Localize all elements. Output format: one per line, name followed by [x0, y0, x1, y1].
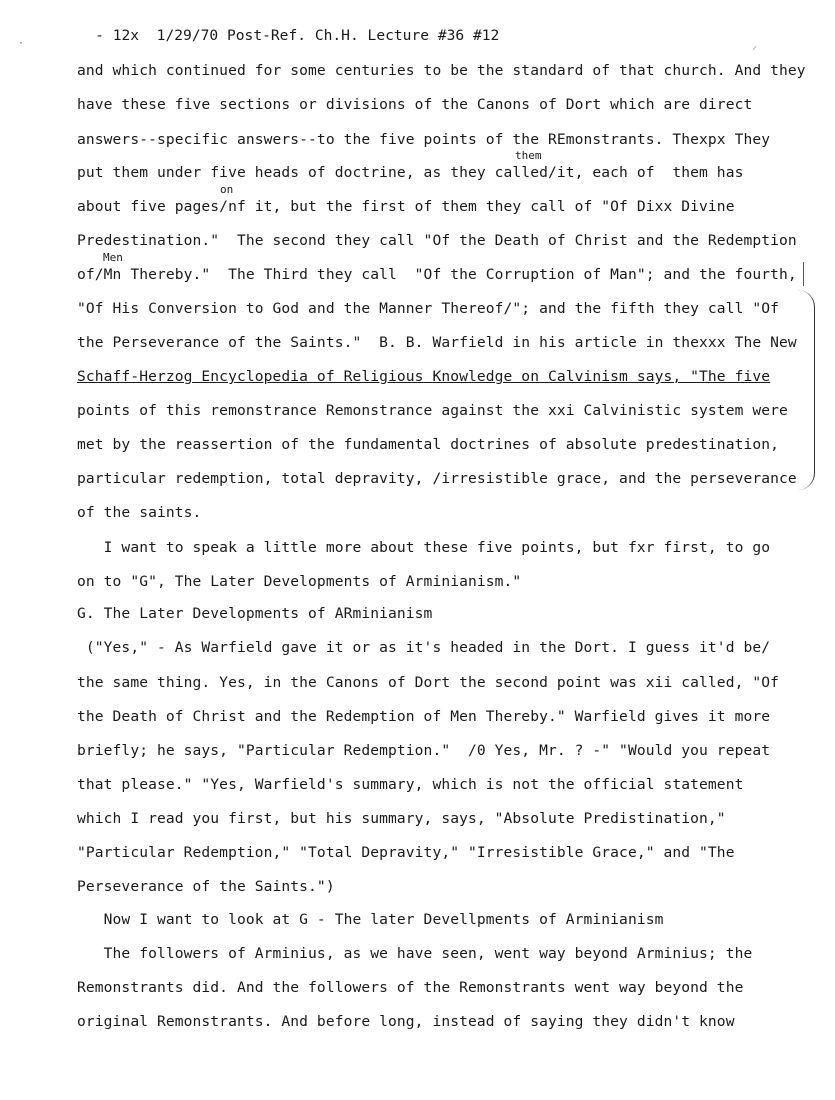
text-line: The followers of Arminius, as we have seen, went way beyond Arminius; the: [77, 945, 753, 962]
text-line: about five pages/nf it, but the first of them they call of "Of Dixx Divine: [77, 198, 735, 215]
text-line: Perseverance of the Saints."): [77, 878, 335, 895]
text-line: have these five sections or divisions of the Canons of Dort which are direct: [77, 96, 753, 113]
text-line: briefly; he says, "Particular Redemption." /0 Yes, Mr. ? -" "Would you repeat: [77, 742, 771, 759]
text-line: points of this remonstrance Remonstrance against the xxi Calvinistic system were: [77, 402, 788, 419]
text-line: on to "G", The Later Developments of Arminianism.": [77, 573, 522, 590]
inserted-word: Men: [103, 251, 123, 264]
text-line: the same thing. Yes, in the Canons of Dort the second point was xii called, "Of: [77, 674, 780, 691]
text-line: Now I want to look at G - The later Devellpments of Arminianism: [77, 911, 664, 928]
margin-bracket: [798, 290, 815, 490]
text-line: put them under five heads of doctrine, as they called/it, each of them has: [77, 164, 744, 181]
text-line: the Death of Christ and the Redemption of Men Thereby." Warfield gives it more: [77, 708, 771, 725]
text-line: answers--specific answers--to the five points of the REmonstrants. Thexpx They: [77, 131, 771, 148]
text-line: that please." "Yes, Warfield's summary, which is not the official statement: [77, 776, 744, 793]
text-line: original Remonstrants. And before long, instead of saying they didn't know: [77, 1013, 735, 1030]
text-line: Remonstrants did. And the followers of the Remonstrants went way beyond the: [77, 979, 744, 996]
stray-mark: ·: [18, 38, 25, 49]
text-line: ("Yes," - As Warfield gave it or as it's headed in the Dort. I guess it'd be/: [77, 639, 771, 656]
stray-mark: ⸝: [752, 41, 757, 52]
text-line: of the saints.: [77, 504, 202, 521]
text-line: particular redemption, total depravity, /irresistible grace, and the perseverance: [77, 470, 797, 487]
text-line: "Of His Conversion to God and the Manner Thereof/"; and the fifth they call "Of: [77, 300, 780, 317]
text-line: the Perseverance of the Saints." B. B. Warfield in his article in thexxx The New: [77, 334, 797, 351]
header-text: 1/29/70 Post-Ref. Ch.H. Lecture #36 #12: [156, 27, 500, 44]
text-line: Predestination." The second they call "Of the Death of Christ and the Redemption: [77, 232, 797, 249]
text-line: of/Mn Thereby." The Third they call "Of the Corruption of Man"; and the fourth,: [77, 266, 797, 283]
text-line: met by the reassertion of the fundamental doctrines of absolute predestination,: [77, 436, 780, 453]
section-heading: G. The Later Developments of ARminianism: [77, 605, 433, 622]
inserted-word: on: [220, 183, 234, 196]
text-line: which I read you first, but his summary, says, "Absolute Predistination,": [77, 810, 726, 827]
text-line: I want to speak a little more about these five points, but fxr first, to go: [77, 539, 771, 556]
text-line: "Particular Redemption," "Total Depravity," "Irresistible Grace," and "The: [77, 844, 735, 861]
inserted-word: them: [515, 149, 542, 162]
text-line: and which continued for some centuries to be the standard of that church. And they: [77, 62, 806, 79]
text-line: Schaff-Herzog Encyclopedia of Religious Knowledge on Calvinism says, "The five: [77, 368, 771, 385]
margin-tick: [803, 262, 804, 286]
header-mark: - 12x: [95, 27, 140, 44]
page-header: [60, 10, 499, 61]
